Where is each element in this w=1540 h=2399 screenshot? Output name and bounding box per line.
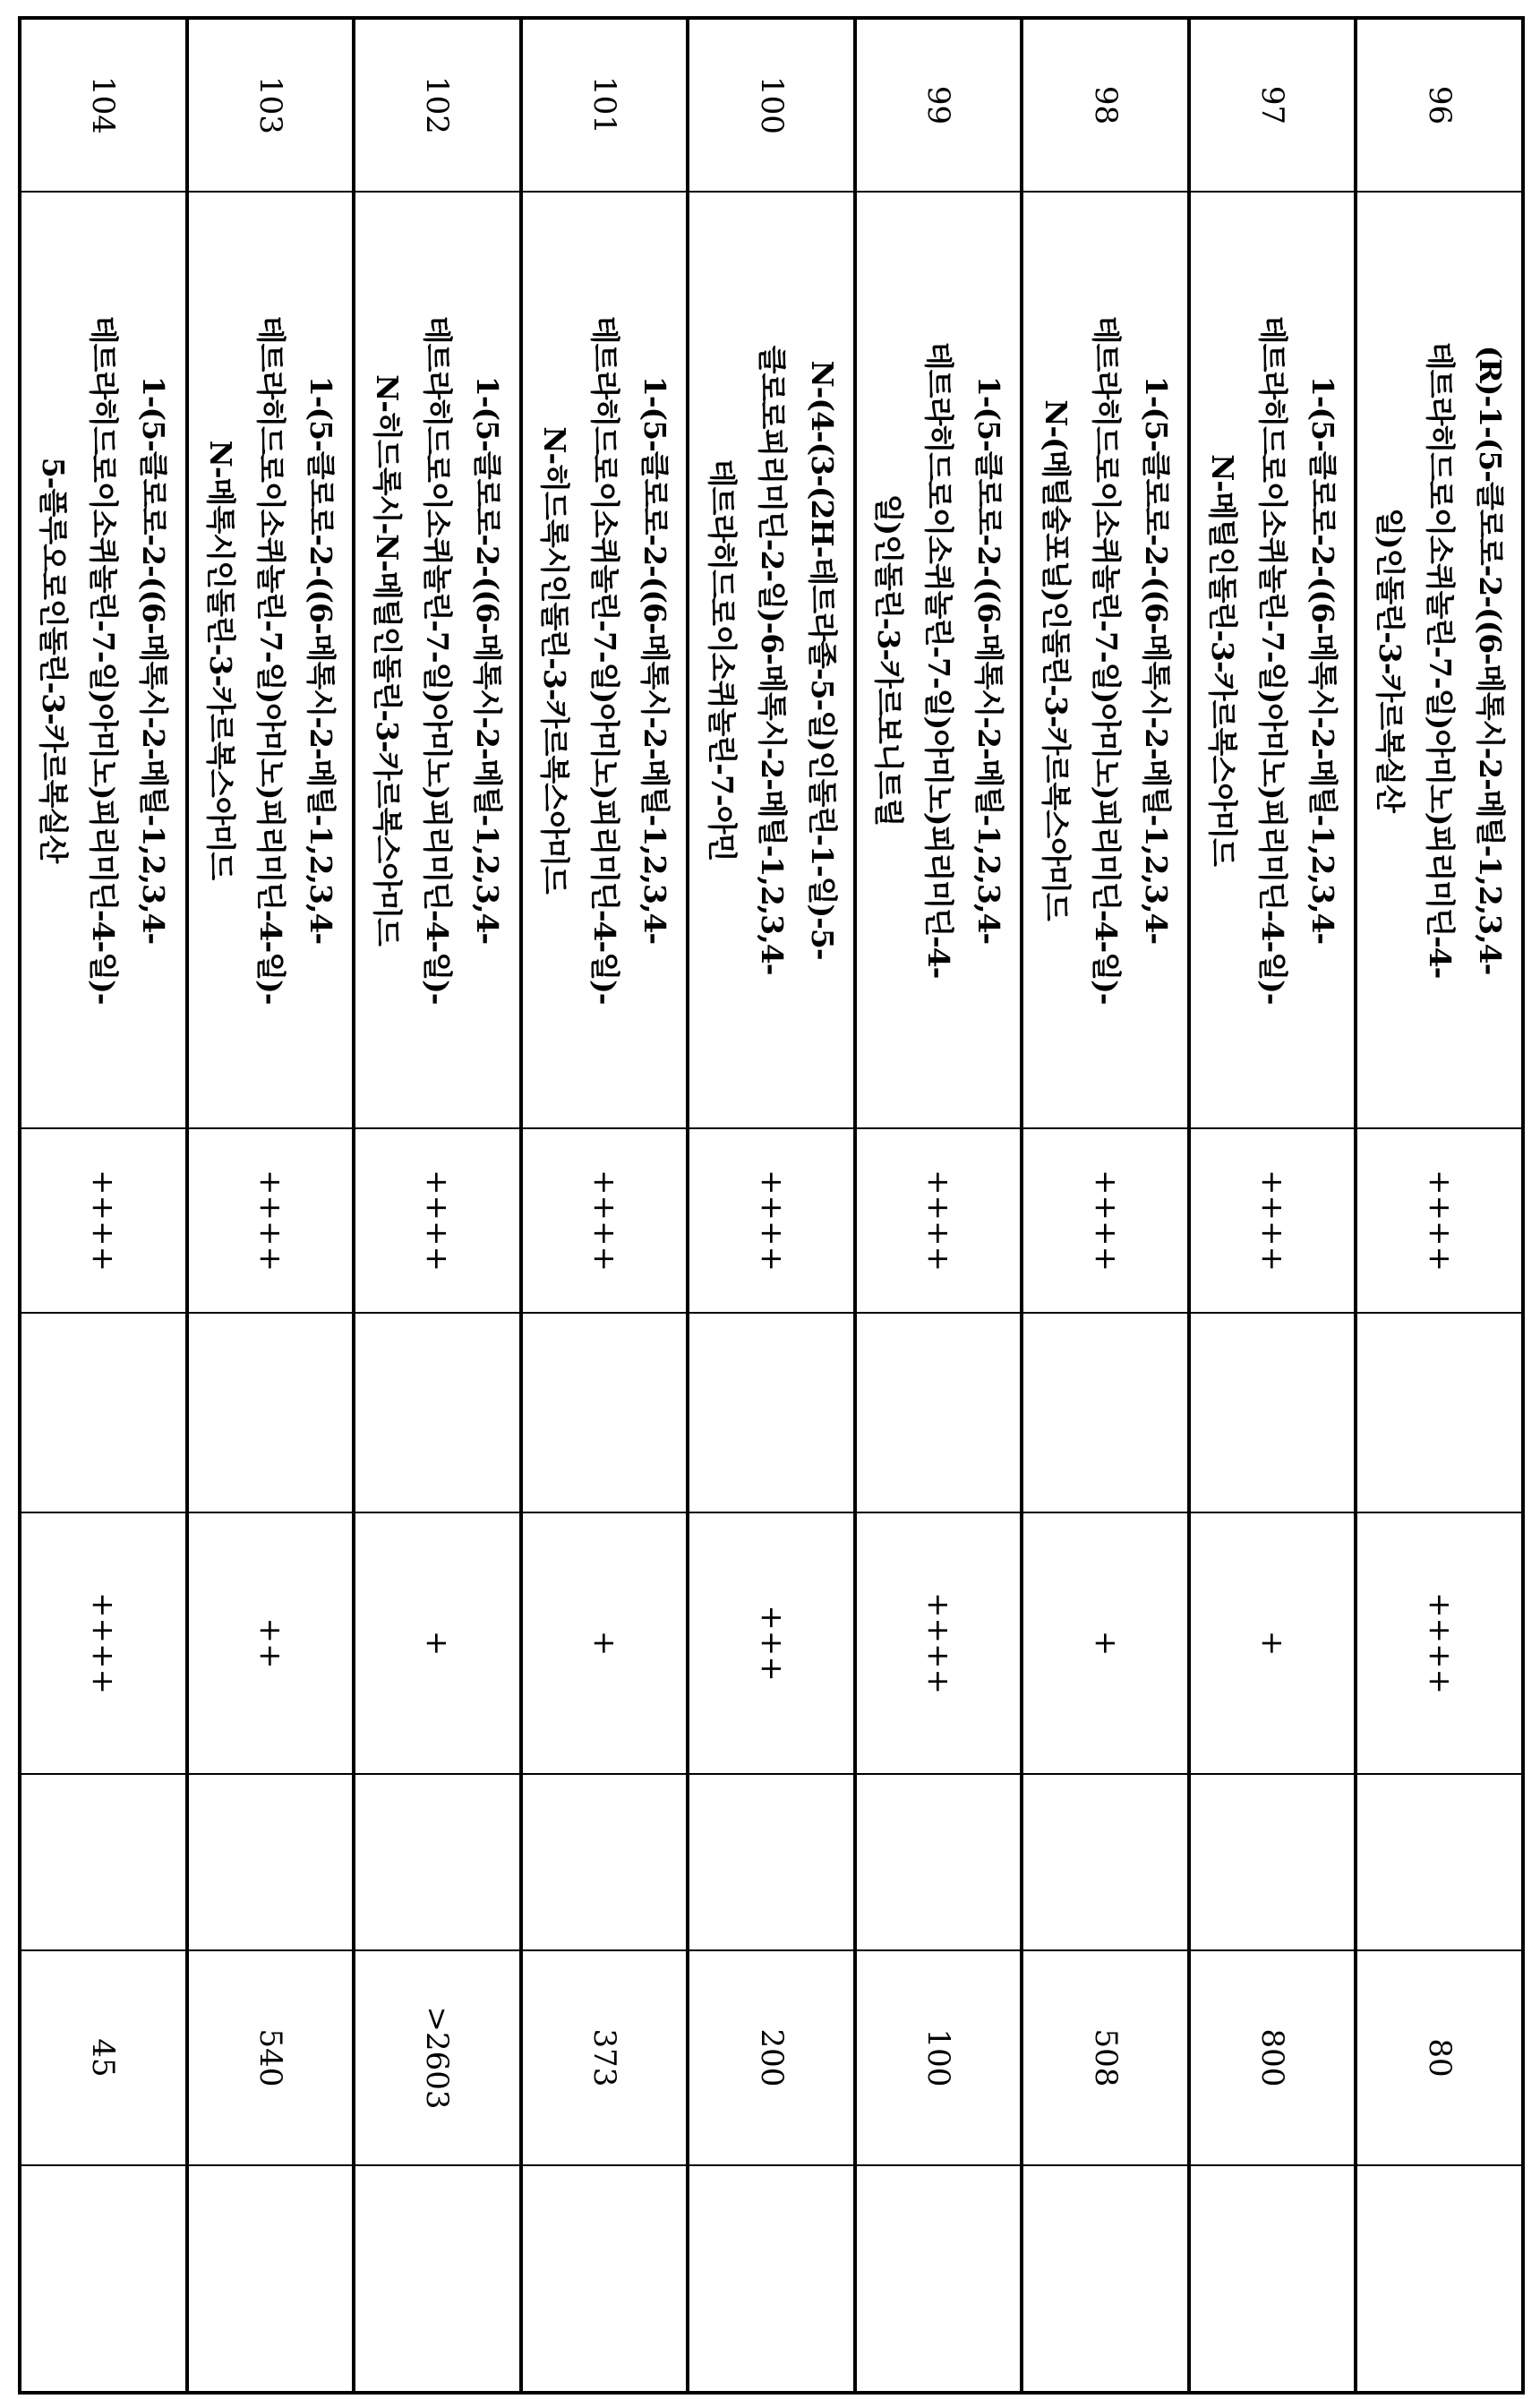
activity-d-cell xyxy=(1356,1774,1523,1950)
activity-d-cell xyxy=(354,1774,521,1950)
activity-c-cell: + xyxy=(1022,1512,1189,1774)
activity-b-cell xyxy=(688,1313,855,1512)
value-f-cell xyxy=(521,2165,689,2393)
activity-b-cell xyxy=(1189,1313,1356,1512)
compound-name-cell: 1-(5-클로로-2-((6-메톡시-2-메틸-1,2,3,4- 테트라히드로이소퀴놀린-7-일)아미노)피리미딘-4-일)- N-히드록시-N-메틸인돌린-3-카르복스아미드 xyxy=(354,192,521,1128)
value-e-cell: 508 xyxy=(1022,1950,1189,2165)
activity-b-cell xyxy=(187,1313,355,1512)
activity-a-cell: ++++ xyxy=(521,1128,689,1313)
activity-b-cell xyxy=(354,1313,521,1512)
table-row xyxy=(1356,18,1523,2393)
compound-number-cell: 96 xyxy=(1356,18,1523,192)
activity-a-cell: ++++ xyxy=(1022,1128,1189,1313)
compound-number-cell: 104 xyxy=(20,18,187,192)
compound-name-cell: 1-(5-클로로-2-((6-메톡시-2-메틸-1,2,3,4- 테트라히드로이소퀴놀린-7-일)아미노)피리미딘-4-일)- N-메톡시인돌린-3-카르복스아미드 xyxy=(187,192,355,1128)
value-f-cell xyxy=(1022,2165,1189,2393)
activity-d-cell xyxy=(688,1774,855,1950)
value-f-cell xyxy=(688,2165,855,2393)
value-f-cell xyxy=(187,2165,355,2393)
table-row xyxy=(1189,18,1356,2393)
activity-c-cell: + xyxy=(354,1512,521,1774)
activity-b-cell xyxy=(521,1313,689,1512)
rotated-table-container xyxy=(18,16,1525,2391)
compound-name-cell: 1-(5-클로로-2-((6-메톡시-2-메틸-1,2,3,4- 테트라히드로이소퀴놀린-7-일)아미노)피리미딘-4-일)- N-히드록시인돌린-3-카르복스아미드 xyxy=(521,192,689,1128)
activity-b-cell xyxy=(20,1313,187,1512)
activity-b-cell xyxy=(1356,1313,1523,1512)
table-row xyxy=(1022,18,1189,2393)
value-f-cell xyxy=(855,2165,1022,2393)
activity-a-cell: ++++ xyxy=(1356,1128,1523,1313)
value-f-cell xyxy=(354,2165,521,2393)
value-e-cell: 800 xyxy=(1189,1950,1356,2165)
compound-name-cell: 1-(5-클로로-2-((6-메톡시-2-메틸-1,2,3,4- 테트라히드로이소퀴놀린-7-일)아미노)피리미딘-4-일)- 5-플루오로인돌린-3-카르복실산 xyxy=(20,192,187,1128)
compound-name-cell: (R)-1-(5-클로로-2-((6-메톡시-2-메틸-1,2,3,4- 테트라히드로이소퀴놀린-7-일)아미노)피리미딘-4- 일)인돌린-3-카르복실산 xyxy=(1356,192,1523,1128)
value-e-cell: 373 xyxy=(521,1950,689,2165)
activity-a-cell: ++++ xyxy=(20,1128,187,1313)
value-e-cell: >2603 xyxy=(354,1950,521,2165)
activity-a-cell: ++++ xyxy=(688,1128,855,1313)
value-e-cell: 540 xyxy=(187,1950,355,2165)
activity-c-cell: ++++ xyxy=(855,1512,1022,1774)
table-row xyxy=(354,18,521,2393)
activity-a-cell: ++++ xyxy=(354,1128,521,1313)
activity-d-cell xyxy=(1189,1774,1356,1950)
value-f-cell xyxy=(1356,2165,1523,2393)
activity-d-cell xyxy=(855,1774,1022,1950)
compound-number-cell: 100 xyxy=(688,18,855,192)
activity-c-cell: ++++ xyxy=(20,1512,187,1774)
table-row xyxy=(855,18,1022,2393)
activity-a-cell: ++++ xyxy=(1189,1128,1356,1313)
activity-d-cell xyxy=(187,1774,355,1950)
activity-c-cell: ++ xyxy=(187,1512,355,1774)
table-row xyxy=(187,18,355,2393)
compound-number-cell: 101 xyxy=(521,18,689,192)
activity-b-cell xyxy=(855,1313,1022,1512)
activity-a-cell: ++++ xyxy=(187,1128,355,1313)
compound-name-cell: 1-(5-클로로-2-((6-메톡시-2-메틸-1,2,3,4- 테트라히드로이소퀴놀린-7-일)아미노)피리미딘-4-일)- N-메틸인돌린-3-카르복스아미드 xyxy=(1189,192,1356,1128)
compound-activity-table xyxy=(18,16,1525,2395)
value-f-cell xyxy=(20,2165,187,2393)
activity-c-cell: +++ xyxy=(688,1512,855,1774)
activity-d-cell xyxy=(1022,1774,1189,1950)
activity-a-cell: ++++ xyxy=(855,1128,1022,1313)
table-row xyxy=(20,18,187,2393)
compound-name-cell: 1-(5-클로로-2-((6-메톡시-2-메틸-1,2,3,4- 테트라히드로이소퀴놀린-7-일)아미노)피리미딘-4-일)- N-(메틸술포닐)인돌린-3-카르복스아미드 xyxy=(1022,192,1189,1128)
activity-d-cell xyxy=(521,1774,689,1950)
compound-name-cell: 1-(5-클로로-2-((6-메톡시-2-메틸-1,2,3,4- 테트라히드로이소퀴놀린-7-일)아미노)피리미딘-4- 일)인돌린-3-카르보니트릴 xyxy=(855,192,1022,1128)
compound-number-cell: 102 xyxy=(354,18,521,192)
compound-number-cell: 98 xyxy=(1022,18,1189,192)
compound-number-cell: 97 xyxy=(1189,18,1356,192)
activity-c-cell: + xyxy=(1189,1512,1356,1774)
activity-d-cell xyxy=(20,1774,187,1950)
compound-number-cell: 99 xyxy=(855,18,1022,192)
activity-c-cell: + xyxy=(521,1512,689,1774)
table-row xyxy=(688,18,855,2393)
value-e-cell: 80 xyxy=(1356,1950,1523,2165)
compound-number-cell: 103 xyxy=(187,18,355,192)
activity-c-cell: ++++ xyxy=(1356,1512,1523,1774)
table-row xyxy=(521,18,689,2393)
value-e-cell: 45 xyxy=(20,1950,187,2165)
value-e-cell: 100 xyxy=(855,1950,1022,2165)
compound-name-cell: N-(4-(3-(2H-테트라졸-5-일)인돌린-1-일)-5- 클로로피리미딘-2-일)-6-메톡시-2-메틸-1,2,3,4- 테트라히드로이소퀴놀린-7-아민 xyxy=(688,192,855,1128)
activity-b-cell xyxy=(1022,1313,1189,1512)
value-f-cell xyxy=(1189,2165,1356,2393)
value-e-cell: 200 xyxy=(688,1950,855,2165)
